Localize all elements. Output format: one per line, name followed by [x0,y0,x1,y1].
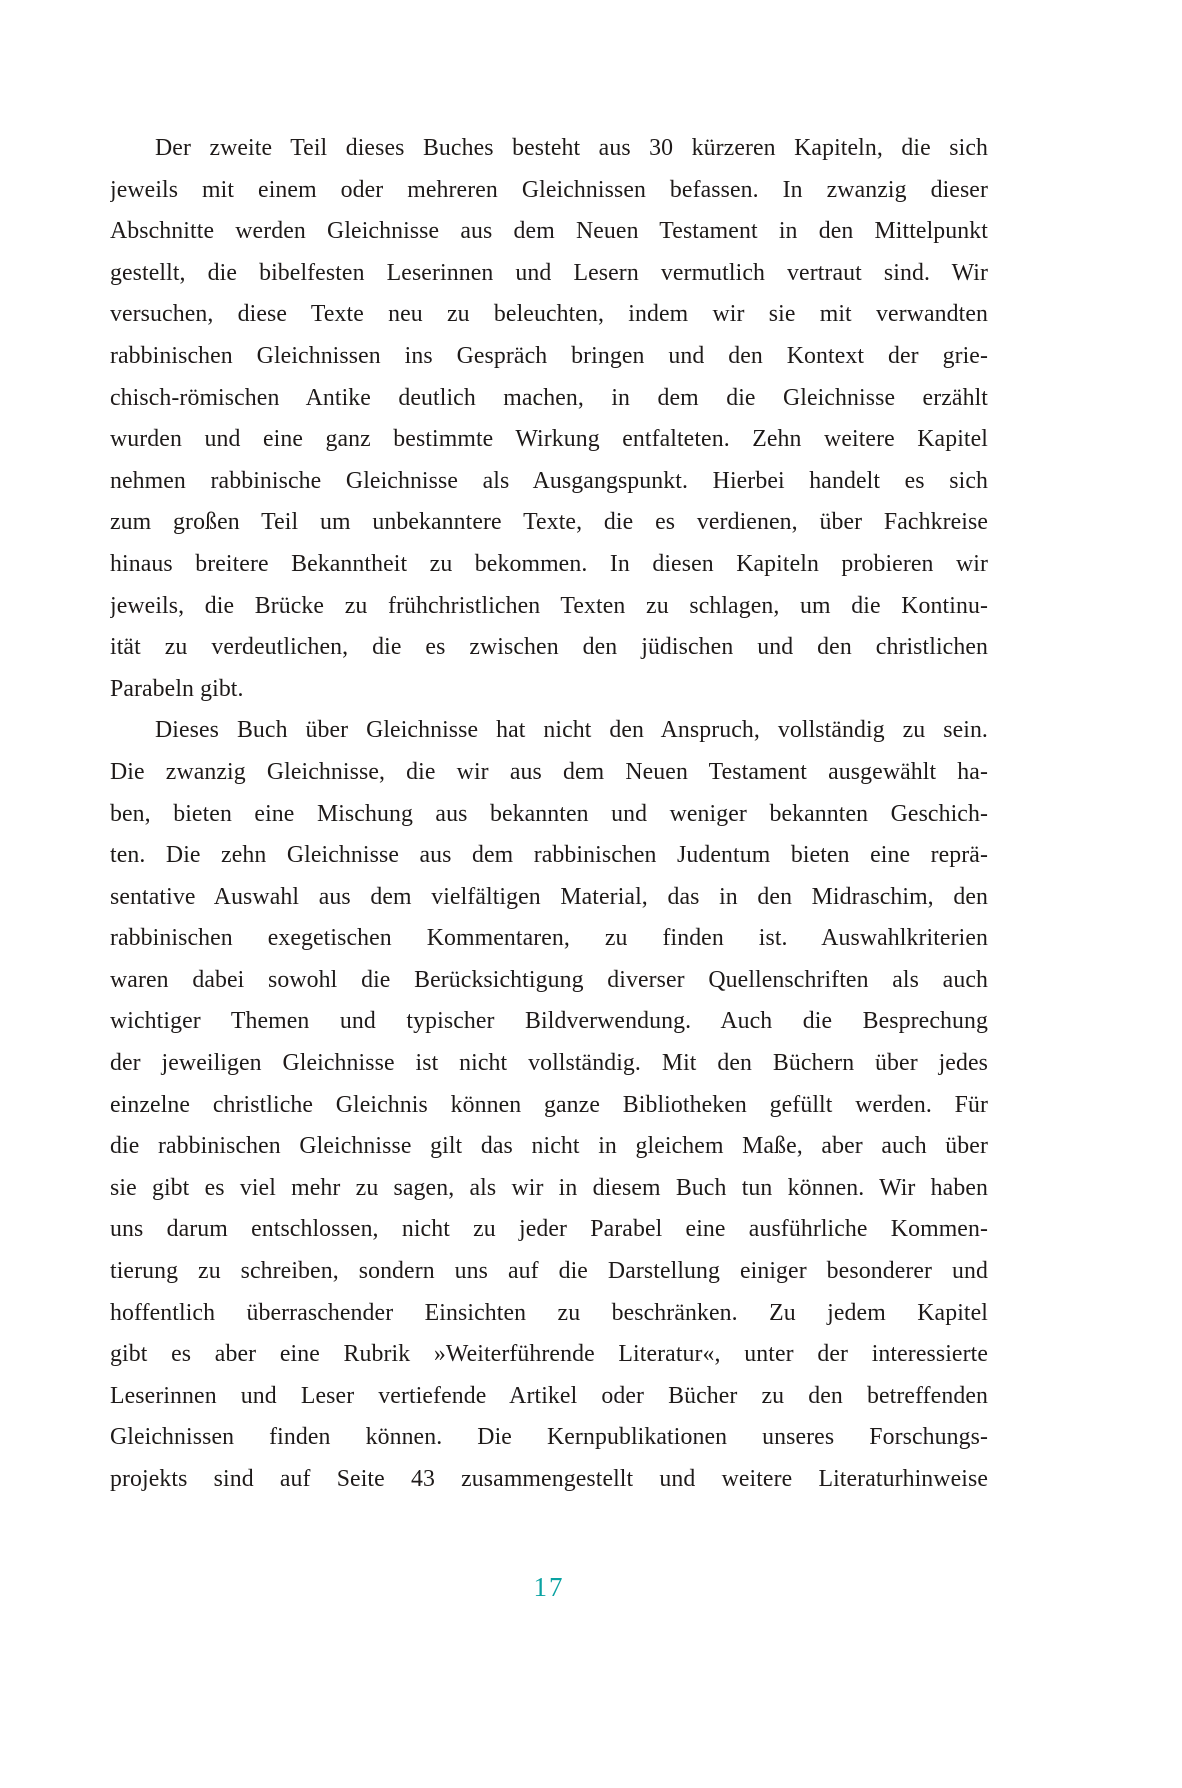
text-line: chisch-römischen Antike deutlich machen, in dem die Gleichnisse erzählt [110,384,988,411]
page-number: 17 [533,1572,565,1602]
text-line: jeweils, die Brücke zu frühchristlichen Texten zu schlagen, um die Kontinu- [110,592,988,619]
text-line: ben, bieten eine Mischung aus bekannten und weniger bekannten Geschich- [110,800,988,827]
text-line: jeweils mit einem oder mehreren Gleichnissen befassen. In zwanzig dieser [110,176,988,203]
text-line: projekts sind auf Seite 43 zusammengestellt und weitere Literaturhinweise [110,1466,988,1492]
text-line: hoffentlich überraschender Einsichten zu beschränken. Zu jedem Kapitel [110,1299,988,1326]
text-line: Leserinnen und Leser vertiefende Artikel oder Bücher zu den betreffenden [110,1382,988,1409]
body-text [110,128,988,1501]
text-line: rabbinischen exegetischen Kommentaren, zu finden ist. Auswahlkriterien [110,925,988,952]
text-line: tierung zu schreiben, sondern uns auf die Darstellung einiger besonderer und [110,1258,988,1285]
text-line: der jeweiligen Gleichnisse ist nicht vollständig. Mit den Büchern über jedes [110,1050,988,1077]
text-line: gibt es aber eine Rubrik »Weiterführende Literatur«, unter der interessierte [110,1341,988,1368]
text-line: nehmen rabbinische Gleichnisse als Ausgangspunkt. Hierbei handelt es sich [110,467,988,494]
paragraph [110,128,988,710]
text-line: Die zwanzig Gleichnisse, die wir aus dem Neuen Testament ausgewählt ha- [110,758,988,785]
text-line: sentative Auswahl aus dem vielfältigen Material, das in den Midraschim, den [110,883,988,910]
text-line: waren dabei sowohl die Berücksichtigung diverser Quellenschriften als auch [110,966,988,993]
text-line: zum großen Teil um unbekanntere Texte, die es verdienen, über Fachkreise [110,509,988,536]
text-line: Der zweite Teil dieses Buches besteht aus 30 kürzeren Kapiteln, die sich [155,135,988,161]
text-line: versuchen, diese Texte neu zu beleuchten, indem wir sie mit verwandten [110,301,988,328]
text-line: Parabeln gibt. [110,675,244,702]
text-line: Dieses Buch über Gleichnisse hat nicht den Anspruch, vollständig zu sein. [155,717,988,744]
text-line: die rabbinischen Gleichnisse gilt das nicht in gleichem Maße, aber auch über [110,1133,988,1160]
text-line: rabbinischen Gleichnissen ins Gespräch bringen und den Kontext der grie- [110,342,988,369]
text-line: Gleichnissen finden können. Die Kernpublikationen unseres Forschungs- [110,1424,988,1451]
text-line: ten. Die zehn Gleichnisse aus dem rabbinischen Judentum bieten eine reprä- [110,842,988,869]
text-line: uns darum entschlossen, nicht zu jeder Parabel eine ausführliche Kommen- [110,1216,988,1243]
text-line: einzelne christliche Gleichnis können ganze Bibliotheken gefüllt werden. Für [110,1091,988,1118]
text-line: wurden und eine ganz bestimmte Wirkung entfalteten. Zehn weitere Kapitel [110,426,988,453]
text-line: gestellt, die bibelfesten Leserinnen und Lesern vermutlich vertraut sind. Wir [110,259,988,286]
paragraph [110,710,988,1500]
text-line: hinaus breitere Bekanntheit zu bekommen. In diesen Kapiteln probieren wir [110,550,988,577]
text-line: sie gibt es viel mehr zu sagen, als wir in diesem Buch tun können. Wir haben [110,1174,988,1201]
text-line: Abschnitte werden Gleichnisse aus dem Neuen Testament in den Mittelpunkt [110,218,988,245]
text-line: ität zu verdeutlichen, die es zwischen den jüdischen und den christlichen [110,634,988,661]
text-line: wichtiger Themen und typischer Bildverwendung. Auch die Besprechung [110,1008,988,1035]
